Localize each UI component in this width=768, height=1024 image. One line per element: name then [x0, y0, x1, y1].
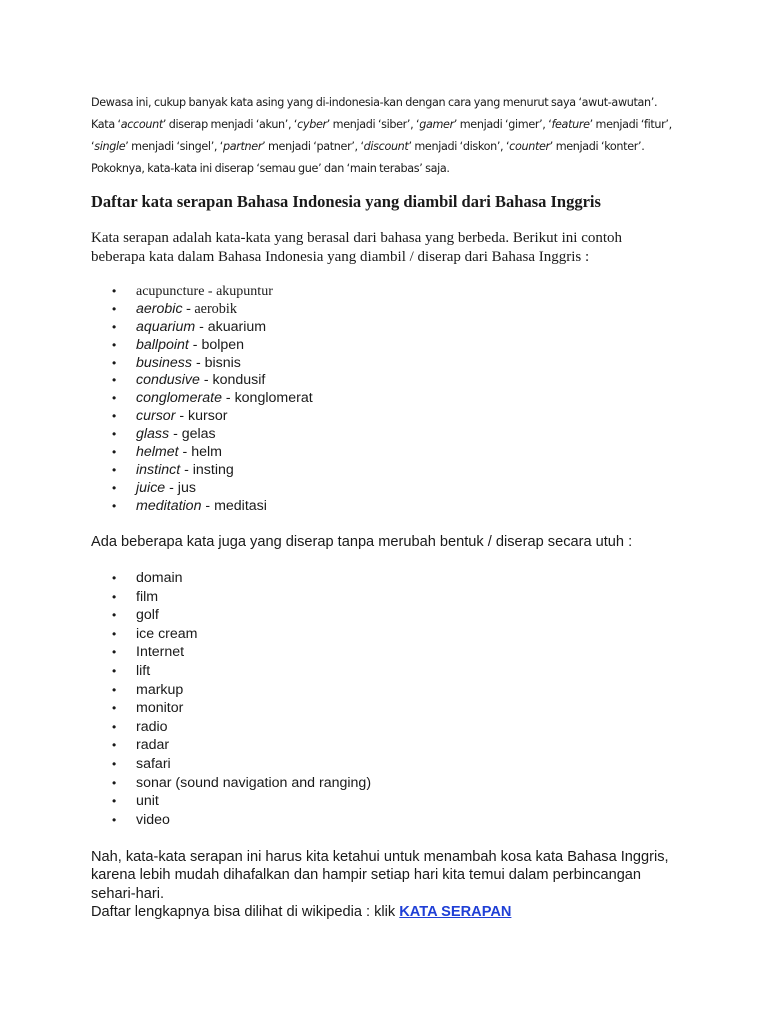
loanword-term: aerobic: [136, 300, 183, 317]
loanword-translation: - akuarium: [195, 318, 267, 335]
intro-text: ’ menjadi ‘patner’, ‘: [262, 140, 364, 153]
loanword-term: ballpoint: [136, 336, 189, 353]
loanword-term: meditation: [136, 497, 202, 514]
list-item: [112, 337, 313, 355]
list-item: [112, 408, 313, 426]
loanword-translation: - kursor: [175, 408, 228, 425]
list-item: • markup: [112, 681, 371, 700]
intro-text: ’ menjadi ‘gimer’, ‘: [453, 118, 552, 131]
intro-italic-word: single: [94, 140, 126, 153]
loanword-translation: - gelas: [169, 426, 216, 443]
list-item: • safari: [112, 755, 371, 774]
list-item: • golf: [112, 606, 371, 625]
intro-italic-word: discount: [363, 140, 409, 153]
list-item: • lift: [112, 662, 371, 681]
list-item: • radar: [112, 736, 371, 755]
intro-italic-word: counter: [509, 140, 550, 153]
list-item: • video: [112, 811, 371, 830]
list-item: • radio: [112, 718, 371, 737]
kata-serapan-link[interactable]: KATA SERAPAN: [399, 904, 512, 921]
intro-text: ’ menjadi ‘siber’, ‘: [326, 118, 420, 131]
loanword-translation: - aerobik: [182, 300, 237, 317]
loanword-term: instinct: [136, 461, 181, 478]
loanword-translation: - akupuntur: [204, 284, 273, 299]
section-heading: Daftar kata serapan Bahasa Indonesia yang diambil dari Bahasa Inggris: [91, 192, 601, 211]
definition-paragraph: Kata serapan adalah kata-kata yang berasal dari bahasa yang berbeda. Berikut ini contoh beberapa kata dalam Bahasa Indonesia yang diambil / diserap dari Bahasa Inggris :: [91, 230, 623, 265]
list-item: • sonar (sound navigation and ranging): [112, 774, 371, 793]
list-item: [112, 480, 313, 498]
list-item: [112, 301, 313, 319]
intro-text: ’ diserap menjadi ‘akun’, ‘: [162, 118, 298, 131]
list-item: • Internet: [112, 643, 371, 662]
intro-text: ’ menjadi ‘singel’, ‘: [125, 140, 224, 153]
list-item: • film: [112, 588, 371, 607]
loanword-term: helmet: [136, 444, 179, 461]
loanword-translation: - helm: [178, 444, 222, 461]
loanword-translation: - meditasi: [201, 497, 267, 514]
intro-text: ’ menjadi ‘diskon’, ‘: [408, 140, 510, 153]
intro-text: ’ menjadi ‘konter’. Pokoknya, kata-kata ini diserap ‘semau gue’ dan ‘main terabas’ saja.: [91, 140, 645, 175]
list-item: [112, 462, 313, 480]
loanword-term: cursor: [136, 408, 176, 425]
loanword-term: juice: [136, 479, 166, 496]
loanword-term: condusive: [136, 372, 200, 389]
list-item: • ice cream: [112, 625, 371, 644]
closing-text: Nah, kata-kata serapan ini harus kita ketahui untuk menambah kosa kata Bahasa Inggris, karena lebih mudah dihafalkan dan hampir setiap hari kita temui dalam perbincangan sehari-hari.: [91, 849, 669, 902]
list-item: • monitor: [112, 699, 371, 718]
list-item: • domain: [112, 569, 371, 588]
intro-paragraph: [91, 92, 681, 180]
list-item: [112, 355, 313, 373]
loanword-term: business: [136, 354, 192, 371]
unchanged-word-list: [112, 569, 371, 829]
list-item: [112, 319, 313, 337]
intro-italic-word: gamer: [419, 118, 454, 131]
loanword-translation: - bolpen: [188, 336, 245, 353]
loanword-term: glass: [136, 426, 170, 443]
closing-paragraph: [91, 848, 671, 922]
intro-text: Dewasa ini, cukup banyak kata asing yang di-indonesia-kan dengan cara yang menurut saya ‘awut-awutan’. Kata ‘: [91, 96, 658, 131]
loanword-translation: - bisnis: [192, 354, 241, 371]
intro-italic-word: account: [120, 118, 163, 131]
list-item: [112, 390, 313, 408]
intro-text: ’ menjadi ‘fitur’, ‘: [91, 118, 672, 153]
list-item: [112, 283, 313, 301]
list-item: [112, 498, 313, 516]
loanword-translation: - jus: [165, 479, 196, 496]
intro-italic-word: feature: [551, 118, 590, 131]
unchanged-intro: Ada beberapa kata juga yang diserap tanpa merubah bentuk / diserap secara utuh :: [91, 534, 633, 550]
list-item: [112, 372, 313, 390]
loanword-translation: - konglomerat: [221, 390, 313, 407]
list-item: • unit: [112, 792, 371, 811]
wiki-line: Daftar lengkapnya bisa dilihat di wikipedia : klik: [91, 904, 400, 921]
loanword-term: conglomerate: [136, 390, 222, 407]
list-item: [112, 444, 313, 462]
list-item: [112, 426, 313, 444]
loanword-list: [112, 283, 313, 516]
loanword-translation: - kondusif: [199, 372, 266, 389]
intro-italic-word: partner: [223, 140, 263, 153]
intro-italic-word: cyber: [297, 118, 327, 131]
loanword-translation: - insting: [180, 461, 234, 478]
loanword-term: aquarium: [136, 318, 196, 335]
loanword-term: acupuncture: [136, 284, 205, 299]
